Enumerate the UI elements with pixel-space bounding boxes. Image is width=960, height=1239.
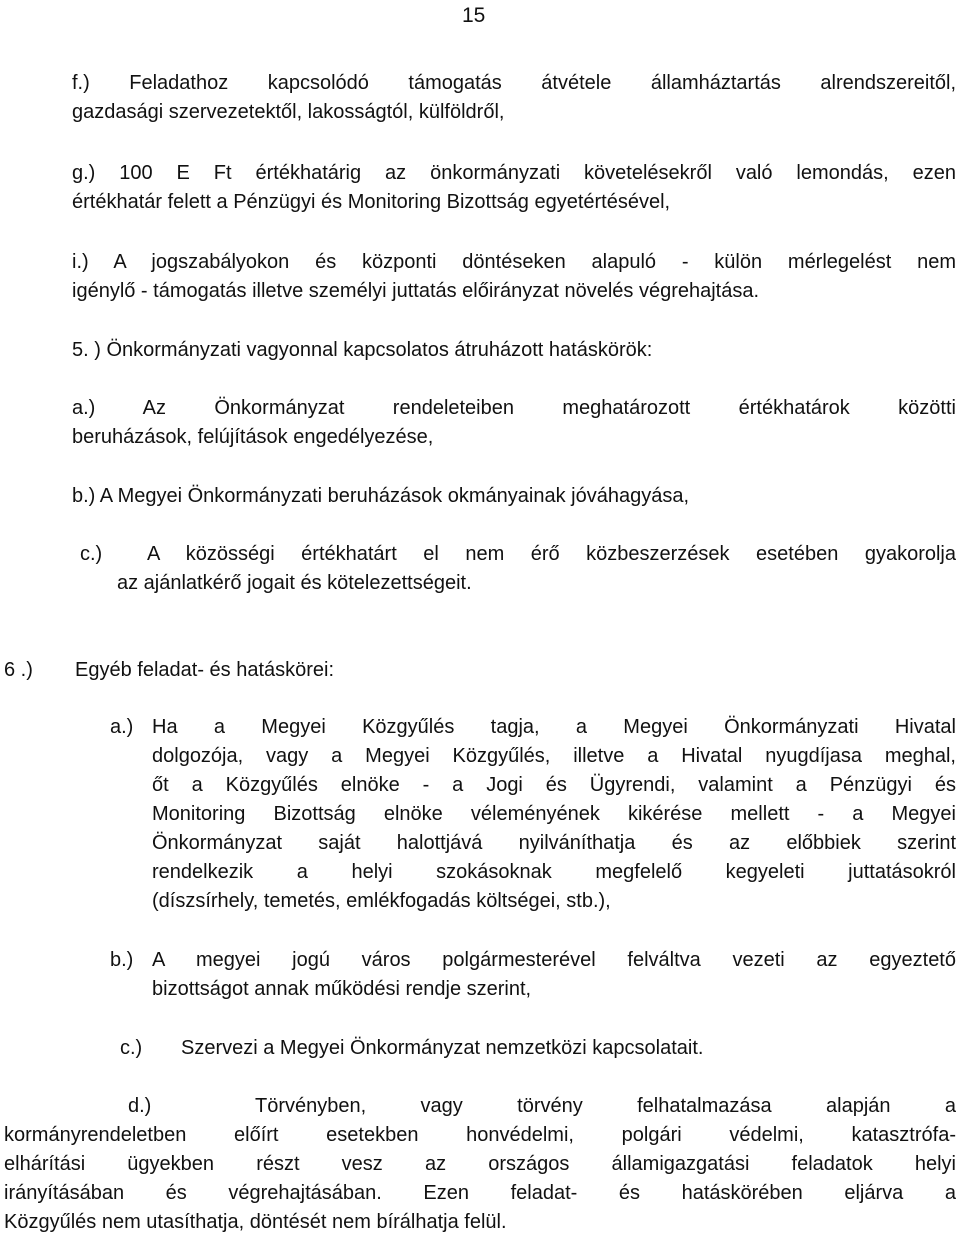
section-6-item-d-line-3: irányításában és végrehajtásában. Ezen feladat- és hatáskörében eljárva a xyxy=(4,1182,956,1204)
section-5-item-a-line-1: a.) Az Önkormányzat rendeleteiben meghatározott értékhatárok közötti xyxy=(72,397,956,419)
paragraph-i-line-2: igénylő - támogatás illetve személyi juttatás előirányzat növelés végrehajtása. xyxy=(72,280,760,302)
section-6-item-d xyxy=(4,1121,956,1237)
section-6-item-d-first-line xyxy=(255,1092,956,1121)
section-6-item-d-line-1: kormányrendeletben előírt esetekben honvédelmi, polgári védelmi, katasztrófa- xyxy=(4,1124,956,1146)
section-5-item-c-line-2: az ajánlatkérő jogait és kötelezettségeit. xyxy=(117,572,472,594)
section-6-item-a-line-1: Ha a Megyei Közgyűlés tagja, a Megyei Önkormányzati Hivatal xyxy=(152,716,956,738)
section-6-item-a-line-6: rendelkezik a helyi szokásoknak megfelelő kegyeleti juttatásokról xyxy=(152,861,956,883)
section-6-item-c-marker: c.) xyxy=(120,1037,143,1059)
section-5-item-a xyxy=(72,394,956,452)
section-6-item-a xyxy=(152,713,956,916)
section-6-item-d-line-1: Törvényben, vagy törvény felhatalmazása alapján a xyxy=(255,1095,956,1117)
section-6-item-b-line-2: bizottságot annak működési rendje szerint, xyxy=(152,978,532,1000)
page-number: 15 xyxy=(462,4,486,27)
paragraph-g xyxy=(72,159,956,217)
section-5-heading: 5. ) Önkormányzati vagyonnal kapcsolatos átruházott hatáskörök: xyxy=(72,339,653,361)
section-6-item-a-line-3: őt a Közgyűlés elnöke - a Jogi és Ügyrendi, valamint a Pénzügyi és xyxy=(152,774,956,796)
paragraph-i xyxy=(72,248,956,306)
section-6-item-a-marker: a.) xyxy=(110,716,134,738)
section-5-item-a-line-2: beruházások, felújítások engedélyezése, xyxy=(72,426,434,448)
section-5-item-c-marker: c.) xyxy=(80,543,103,565)
section-6-item-d-line-4: Közgyűlés nem utasíthatja, döntését nem bírálhatja felül. xyxy=(4,1211,507,1233)
section-6-item-b-marker: b.) xyxy=(110,949,134,971)
section-6-item-a-line-5: Önkormányzat saját halottjává nyilváníthatja és az előbbiek szerint xyxy=(152,832,956,854)
section-6-marker: 6 .) xyxy=(4,659,33,681)
paragraph-g-line-1: g.) 100 E Ft értékhatárig az önkormányzati követelésekről való lemondás, ezen xyxy=(72,162,956,184)
section-6-item-a-line-7: (díszsírhely, temetés, emlékfogadás költségei, stb.), xyxy=(152,890,611,912)
paragraph-i-line-1: i.) A jogszabályokon és központi döntéseken alapuló - külön mérlegelést nem xyxy=(72,251,956,273)
section-6-item-b xyxy=(152,946,956,1004)
section-6-item-a-line-4: Monitoring Bizottság elnöke véleményének kikérése mellett - a Megyei xyxy=(152,803,956,825)
section-6-heading: Egyéb feladat- és hatáskörei: xyxy=(75,659,335,681)
section-6-item-b-line-1: A megyei jogú város polgármesterével felváltva vezeti az egyeztető xyxy=(152,949,956,971)
paragraph-g-line-2: értékhatár felett a Pénzügyi és Monitoring Bizottság egyetértésével, xyxy=(72,191,671,213)
section-5-item-c xyxy=(117,540,956,598)
section-6-item-a-line-2: dolgozója, vagy a Megyei Közgyűlés, illetve a Hivatal nyugdíjasa meghal, xyxy=(152,745,956,767)
paragraph-f-line-2: gazdasági szervezetektől, lakosságtól, külföldről, xyxy=(72,101,505,123)
section-6-item-c: Szervezi a Megyei Önkormányzat nemzetközi kapcsolatait. xyxy=(181,1037,704,1059)
section-5-item-b: b.) A Megyei Önkormányzati beruházások okmányainak jóváhagyása, xyxy=(72,485,690,507)
section-5-item-c-line-1: A közösségi értékhatárt el nem érő közbeszerzések esetében gyakorolja xyxy=(147,543,956,565)
section-6-item-d-marker: d.) xyxy=(128,1095,152,1117)
paragraph-f-line-1: f.) Feladathoz kapcsolódó támogatás átvétele államháztartás alrendszereitől, xyxy=(72,72,956,94)
section-6-item-d-line-2: elhárítási ügyekben részt vesz az országos államigazgatási feladatok helyi xyxy=(4,1153,956,1175)
paragraph-f xyxy=(72,69,956,127)
